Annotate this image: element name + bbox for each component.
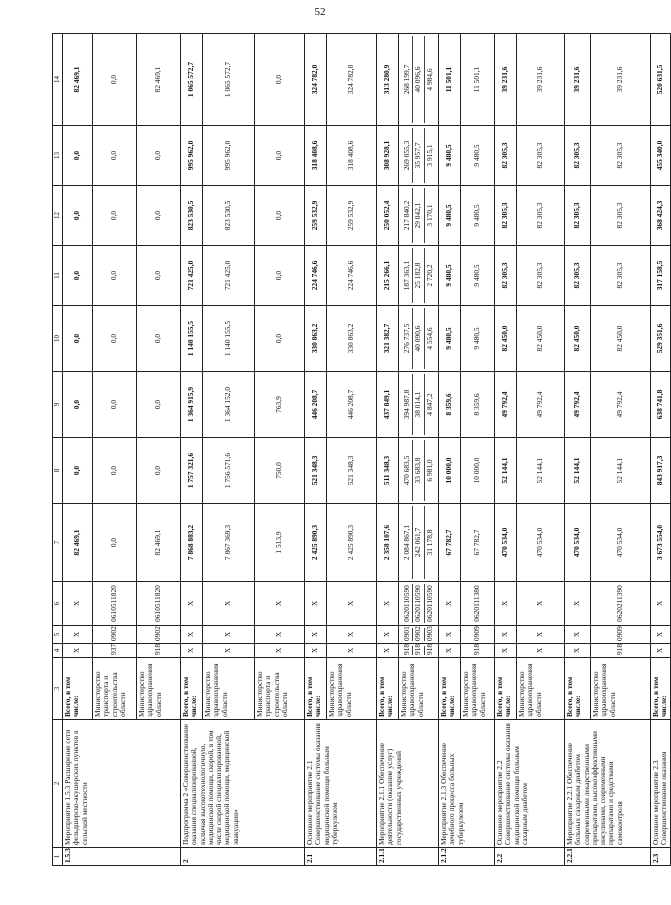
funding-value: 529 351,6 xyxy=(651,306,671,372)
grbs-code: X xyxy=(181,644,203,658)
section-code: X xyxy=(439,626,461,644)
column-number: 10 xyxy=(53,306,63,372)
grbs-code: 918 xyxy=(137,644,181,658)
funding-value xyxy=(399,306,439,372)
column-number: 3 xyxy=(53,658,63,720)
activity-title: Мероприятие 1.5.3 Расширение сети фельдшерско-акушерских пунктов в сельской местности xyxy=(63,720,181,848)
funding-subvalue: 2 084 867,1 xyxy=(402,524,412,561)
funding-value: 9 480,5 xyxy=(439,246,461,306)
funding-value: 0,0 xyxy=(63,306,93,372)
activity-title: Основное мероприятие 2.1 Совершенствование системы оказания медицинской помощи больным туберкулезом xyxy=(305,720,377,848)
funding-value: 9 480,5 xyxy=(439,126,461,186)
funding-value xyxy=(399,504,439,582)
activity-title: Основное мероприятие 2.3 Совершенствование оказания xyxy=(651,720,671,848)
funding-value: 11 501,1 xyxy=(439,34,461,126)
funding-value: 82 469,1 xyxy=(63,504,93,582)
funding-value: 82 450,0 xyxy=(565,306,591,372)
funding-value: 39 231,6 xyxy=(495,34,517,126)
funding-value: 750,0 xyxy=(255,438,305,504)
funding-subvalue: 40 090,6 xyxy=(412,308,423,369)
funding-value: 9 480,5 xyxy=(439,186,461,246)
funding-value: 324 782,0 xyxy=(327,34,377,126)
funding-subvalue: 470 683,5 xyxy=(402,455,412,486)
funding-value: 446 208,7 xyxy=(327,372,377,438)
executor: Министерство здравоохранения области xyxy=(461,658,495,720)
funding-value: 1 513,9 xyxy=(255,504,305,582)
funding-value xyxy=(399,246,439,306)
column-number: 1 xyxy=(53,848,63,866)
code-value: 0620110590 xyxy=(424,585,434,622)
funding-value: 82 305,3 xyxy=(495,246,517,306)
funding-subvalue: 4 984,6 xyxy=(424,36,435,123)
target-article-code: X xyxy=(181,582,203,626)
grbs-code: X xyxy=(651,644,671,658)
funding-subvalue: 6 981,0 xyxy=(424,440,435,501)
funding-value: 843 917,3 xyxy=(651,438,671,504)
funding-value: 82 305,3 xyxy=(495,126,517,186)
code-value: 918 xyxy=(402,643,412,655)
section-code: X xyxy=(181,626,203,644)
funding-value: 49 792,4 xyxy=(517,372,565,438)
funding-value: 1 140 155,5 xyxy=(181,306,203,372)
column-number: 14 xyxy=(53,34,63,126)
grbs-code: X xyxy=(63,644,93,658)
section-code: 0902 xyxy=(93,626,137,644)
funding-value: 521 348,3 xyxy=(305,438,327,504)
funding-value: 318 408,6 xyxy=(327,126,377,186)
funding-value: 8 359,6 xyxy=(439,372,461,438)
funding-value: 470 534,0 xyxy=(517,504,565,582)
funding-value: 521 348,3 xyxy=(327,438,377,504)
section-code: X xyxy=(565,626,591,644)
column-number: 12 xyxy=(53,186,63,246)
column-number-row xyxy=(53,34,63,866)
column-number: 8 xyxy=(53,438,63,504)
funding-value: 308 928,1 xyxy=(377,126,399,186)
section-code: X xyxy=(377,626,399,644)
funding-value: 0,0 xyxy=(93,504,137,582)
funding-value: 0,0 xyxy=(93,372,137,438)
section-code: X xyxy=(203,626,255,644)
funding-value: 0,0 xyxy=(255,246,305,306)
funding-subvalue: 276 737,5 xyxy=(402,323,412,354)
funding-value: 0,0 xyxy=(137,246,181,306)
code-value: 0903 xyxy=(424,626,434,641)
grbs-code: X xyxy=(495,644,517,658)
funding-value: 224 746,6 xyxy=(305,246,327,306)
funding-value: 1 065 572,7 xyxy=(203,34,255,126)
funding-value: 39 231,6 xyxy=(517,34,565,126)
funding-value xyxy=(399,186,439,246)
executor: Министерство здравоохранения области xyxy=(203,658,255,720)
funding-subvalue: 217 840,2 xyxy=(402,200,412,231)
funding-value: 317 158,5 xyxy=(651,246,671,306)
funding-value: 1 756 571,6 xyxy=(203,438,255,504)
funding-value xyxy=(399,438,439,504)
funding-subvalue: 31 178,8 xyxy=(424,506,435,579)
table-row xyxy=(495,34,517,866)
funding-value: 446 208,7 xyxy=(305,372,327,438)
funding-subvalue: 269 055,3 xyxy=(402,140,412,171)
table-row xyxy=(651,34,671,866)
funding-value: 82 305,3 xyxy=(495,186,517,246)
funding-value: 995 962,0 xyxy=(181,126,203,186)
code-value: 918 xyxy=(424,643,434,655)
funding-value: 9 480,5 xyxy=(461,186,495,246)
funding-value: 82 305,3 xyxy=(591,246,651,306)
target-article-code: X xyxy=(377,582,399,626)
grbs-code: X xyxy=(255,644,305,658)
funding-value: 1 140 155,5 xyxy=(203,306,255,372)
code-value: 0620110590 xyxy=(413,585,423,622)
funding-value: 0,0 xyxy=(255,186,305,246)
funding-value: 321 382,7 xyxy=(377,306,399,372)
funding-value: 0,0 xyxy=(63,126,93,186)
funding-value: 0,0 xyxy=(63,246,93,306)
funding-value: 9 480,5 xyxy=(439,306,461,372)
funding-value: 82 305,3 xyxy=(517,246,565,306)
funding-value: 0,0 xyxy=(63,438,93,504)
funding-value: 2 358 107,6 xyxy=(377,504,399,582)
table-row xyxy=(439,34,461,866)
executor: Министерство здравоохранения области xyxy=(517,658,565,720)
funding-subvalue: 4 554,6 xyxy=(424,308,435,369)
funding-value: 2 425 890,3 xyxy=(305,504,327,582)
target-article-code: 0620111380 xyxy=(461,582,495,626)
target-article-code: X xyxy=(439,582,461,626)
funding-value: 82 450,0 xyxy=(591,306,651,372)
section-code xyxy=(399,626,439,644)
executor: Министерство транспорта и строительства области xyxy=(93,658,137,720)
row-code: 2.3 xyxy=(651,848,671,866)
funding-value: 250 052,4 xyxy=(377,186,399,246)
executor: Всего, в том числе: xyxy=(181,658,203,720)
executor: Министерство здравоохранения области xyxy=(591,658,651,720)
grbs-code: X xyxy=(305,644,327,658)
grbs-code: X xyxy=(565,644,591,658)
funding-value: 259 532,9 xyxy=(327,186,377,246)
executor: Всего, в том числе: xyxy=(565,658,591,720)
funding-value: 82 305,3 xyxy=(565,246,591,306)
funding-value: 0,0 xyxy=(255,34,305,126)
rotated-table-wrapper xyxy=(52,36,669,866)
funding-subvalue: 4 847,2 xyxy=(424,374,435,435)
code-value: 0620110590 xyxy=(402,585,412,622)
funding-value: 82 469,1 xyxy=(137,34,181,126)
column-number: 4 xyxy=(53,644,63,658)
funding-value: 9 480,5 xyxy=(461,126,495,186)
funding-value: 52 144,1 xyxy=(565,438,591,504)
funding-subvalue: 394 987,8 xyxy=(402,389,412,420)
funding-value: 313 280,9 xyxy=(377,34,399,126)
target-article-code: 0610511820 xyxy=(93,582,137,626)
grbs-code: X xyxy=(203,644,255,658)
executor: Министерство транспорта и строительства области xyxy=(255,658,305,720)
executor: Всего, в том числе: xyxy=(305,658,327,720)
executor: Министерство здравоохранения области xyxy=(137,658,181,720)
funding-value: 7 867 369,3 xyxy=(203,504,255,582)
section-code: X xyxy=(255,626,305,644)
executor: Всего, в том числе: xyxy=(439,658,461,720)
column-number: 5 xyxy=(53,626,63,644)
funding-value: 0,0 xyxy=(93,126,137,186)
code-value: 0902 xyxy=(413,626,423,641)
funding-value: 82 305,3 xyxy=(517,186,565,246)
funding-value: 82 305,3 xyxy=(591,126,651,186)
funding-value: 437 849,1 xyxy=(377,372,399,438)
funding-value: 0,0 xyxy=(93,186,137,246)
executor: Всего, в том числе: xyxy=(377,658,399,720)
row-code: 2.1 xyxy=(305,848,377,866)
row-code: 2.2.1 xyxy=(565,848,651,866)
grbs-code: X xyxy=(327,644,377,658)
funding-subvalue: 3 915,1 xyxy=(424,128,435,183)
funding-value: 2 425 890,3 xyxy=(327,504,377,582)
grbs-code: X xyxy=(439,644,461,658)
funding-value: 763,9 xyxy=(255,372,305,438)
table-row xyxy=(181,34,203,866)
target-article-code: X xyxy=(327,582,377,626)
funding-value: 49 792,4 xyxy=(591,372,651,438)
table-row xyxy=(377,34,399,866)
row-code: 2.2 xyxy=(495,848,565,866)
target-article-code xyxy=(399,582,439,626)
funding-value: 8 359,6 xyxy=(461,372,495,438)
code-value: 918 xyxy=(413,643,423,655)
section-code: 0909 xyxy=(591,626,651,644)
grbs-code: 937 xyxy=(93,644,137,658)
activity-title: Основное мероприятие 2.2 Совершенствование системы оказания медицинской помощи больным сахарным диабетом xyxy=(495,720,565,848)
column-number: 2 xyxy=(53,720,63,848)
table-row xyxy=(565,34,591,866)
funding-subvalue: 35 957,7 xyxy=(412,128,423,183)
funding-value: 318 408,6 xyxy=(305,126,327,186)
column-number: 7 xyxy=(53,504,63,582)
funding-value: 0,0 xyxy=(63,186,93,246)
executor: Всего, в том числе: xyxy=(651,658,671,720)
funding-value: 520 631,5 xyxy=(651,34,671,126)
funding-value: 330 863,2 xyxy=(327,306,377,372)
executor: Всего, в том числе: xyxy=(63,658,93,720)
section-code: X xyxy=(495,626,517,644)
funding-value: 0,0 xyxy=(255,126,305,186)
funding-value: 0,0 xyxy=(137,306,181,372)
funding-subvalue: 38 014,1 xyxy=(412,374,423,435)
funding-value: 11 501,1 xyxy=(461,34,495,126)
target-article-code: X xyxy=(203,582,255,626)
funding-value: 3 673 554,0 xyxy=(651,504,671,582)
funding-value: 215 266,1 xyxy=(377,246,399,306)
funding-value: 10 000,0 xyxy=(461,438,495,504)
code-value: 0901 xyxy=(402,626,412,641)
target-article-code: X xyxy=(565,582,591,626)
page-number: 52 xyxy=(314,6,326,18)
executor: Министерство здравоохранения области xyxy=(327,658,377,720)
funding-value: 995 962,0 xyxy=(203,126,255,186)
column-number: 13 xyxy=(53,126,63,186)
funding-value: 82 305,3 xyxy=(565,186,591,246)
section-code: X xyxy=(327,626,377,644)
funding-value: 224 746,6 xyxy=(327,246,377,306)
funding-value: 470 534,0 xyxy=(495,504,517,582)
funding-value: 823 530,5 xyxy=(181,186,203,246)
funding-value: 0,0 xyxy=(93,438,137,504)
funding-value: 82 450,0 xyxy=(517,306,565,372)
funding-subvalue: 33 683,8 xyxy=(412,440,423,501)
grbs-code: 918 xyxy=(461,644,495,658)
funding-value: 1 364 152,0 xyxy=(203,372,255,438)
target-article-code: X xyxy=(255,582,305,626)
row-code: 2 xyxy=(181,848,305,866)
funding-value: 823 530,5 xyxy=(203,186,255,246)
funding-value: 0,0 xyxy=(137,372,181,438)
funding-value: 10 000,0 xyxy=(439,438,461,504)
funding-value: 638 741,8 xyxy=(651,372,671,438)
funding-value: 0,0 xyxy=(255,306,305,372)
funding-value: 52 144,1 xyxy=(495,438,517,504)
funding-subvalue: 40 096,6 xyxy=(412,36,423,123)
funding-value: 1 757 321,6 xyxy=(181,438,203,504)
funding-subvalue: 3 170,1 xyxy=(424,188,435,243)
funding-value: 39 231,6 xyxy=(565,34,591,126)
activity-title: Мероприятие 2.1.3 Обеспечение лечебного процесса больных туберкулезом xyxy=(439,720,495,848)
funding-subvalue: 187 363,1 xyxy=(402,260,412,291)
funding-value: 82 469,1 xyxy=(137,504,181,582)
section-code: X xyxy=(305,626,327,644)
funding-value: 39 231,6 xyxy=(591,34,651,126)
funding-subvalue: 268 199,7 xyxy=(402,64,412,95)
funding-value: 368 424,3 xyxy=(651,186,671,246)
funding-value: 324 782,0 xyxy=(305,34,327,126)
funding-value: 0,0 xyxy=(137,438,181,504)
funding-value: 0,0 xyxy=(137,186,181,246)
section-code: X xyxy=(517,626,565,644)
funding-value: 511 348,3 xyxy=(377,438,399,504)
funding-value: 82 450,0 xyxy=(495,306,517,372)
funding-value: 0,0 xyxy=(137,126,181,186)
grbs-code: X xyxy=(517,644,565,658)
funding-value: 7 868 883,2 xyxy=(181,504,203,582)
funding-value: 0,0 xyxy=(93,34,137,126)
funding-value: 52 144,1 xyxy=(517,438,565,504)
funding-value: 1 065 572,7 xyxy=(181,34,203,126)
executor: Всего, в том числе: xyxy=(495,658,517,720)
target-article-code: X xyxy=(495,582,517,626)
funding-value: 259 532,9 xyxy=(305,186,327,246)
grbs-code: X xyxy=(377,644,399,658)
section-code: X xyxy=(651,626,671,644)
funding-value: 9 480,5 xyxy=(461,306,495,372)
target-article-code: X xyxy=(305,582,327,626)
funding-value: 470 534,0 xyxy=(591,504,651,582)
section-code: X xyxy=(63,626,93,644)
section-code: 0909 xyxy=(461,626,495,644)
funding-value: 49 792,4 xyxy=(495,372,517,438)
column-number: 6 xyxy=(53,582,63,626)
activity-title: Подпрограмма 2 «Совершенствование оказания специализированной, включая высокотехнологичную, медицинской помощи, скорой, в том числе скорой специализированной, медицинской помощи, медицинской эвакуации» xyxy=(181,720,305,848)
funding-value: 470 534,0 xyxy=(565,504,591,582)
target-article-code: X xyxy=(517,582,565,626)
funding-value: 52 144,1 xyxy=(591,438,651,504)
funding-value: 9 480,5 xyxy=(461,246,495,306)
funding-subvalue: 242 061,7 xyxy=(412,506,423,579)
column-number: 11 xyxy=(53,246,63,306)
funding-subvalue: 29 042,1 xyxy=(412,188,423,243)
funding-value: 721 425,0 xyxy=(203,246,255,306)
executor: Министерство здравоохранения области xyxy=(399,658,439,720)
funding-value: 82 305,3 xyxy=(591,186,651,246)
funding-value: 330 863,2 xyxy=(305,306,327,372)
target-article-code: X xyxy=(651,582,671,626)
table-row xyxy=(305,34,327,866)
funding-value xyxy=(399,372,439,438)
budget-table xyxy=(52,33,671,866)
target-article-code: 0610511820 xyxy=(137,582,181,626)
funding-value: 721 425,0 xyxy=(181,246,203,306)
section-code: 0902 xyxy=(137,626,181,644)
funding-value: 67 782,7 xyxy=(461,504,495,582)
row-code: 2.1.1 xyxy=(377,848,439,866)
funding-value xyxy=(399,126,439,186)
grbs-code xyxy=(399,644,439,658)
column-number: 9 xyxy=(53,372,63,438)
funding-value: 0,0 xyxy=(63,372,93,438)
funding-value: 1 364 915,9 xyxy=(181,372,203,438)
funding-value: 49 792,4 xyxy=(565,372,591,438)
row-code: 1.5.3 xyxy=(63,848,181,866)
activity-title: Мероприятие 2.2.1 Обеспечение больных сахарным диабетом современными лекарственными препаратами, высокоэффективными инсулинами, современными препаратами и средствами самоконтроля xyxy=(565,720,651,848)
target-article-code: 0620211390 xyxy=(591,582,651,626)
funding-value xyxy=(399,34,439,126)
funding-subvalue: 25 182,8 xyxy=(412,248,423,303)
funding-value: 67 782,7 xyxy=(439,504,461,582)
target-article-code: X xyxy=(63,582,93,626)
grbs-code: 918 xyxy=(591,644,651,658)
row-code: 2.1.2 xyxy=(439,848,495,866)
funding-value: 0,0 xyxy=(93,306,137,372)
funding-value: 82 305,3 xyxy=(565,126,591,186)
table-row xyxy=(63,34,93,866)
funding-value: 82 469,1 xyxy=(63,34,93,126)
funding-value: 82 305,3 xyxy=(517,126,565,186)
funding-value: 0,0 xyxy=(93,246,137,306)
funding-value: 455 340,0 xyxy=(651,126,671,186)
activity-title: Мероприятие 2.1.1 Обеспечение деятельности (оказание услуг) государственных учреждений xyxy=(377,720,439,848)
funding-subvalue: 2 720,2 xyxy=(424,248,435,303)
